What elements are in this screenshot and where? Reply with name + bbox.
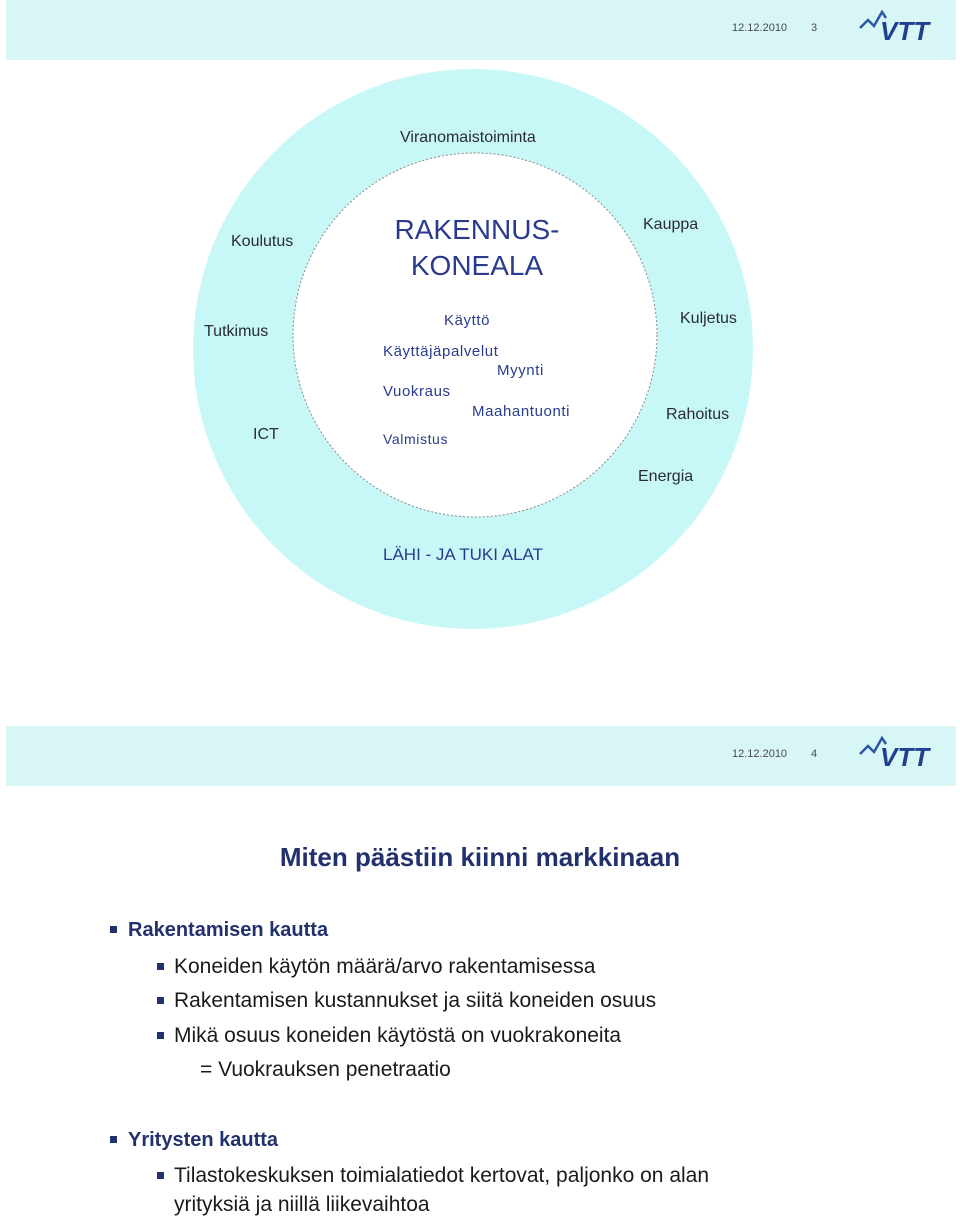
diagram-title-line2: KONEALA	[410, 250, 544, 281]
label-kuljetus: Kuljetus	[680, 310, 737, 327]
list-item-text: Mikä osuus koneiden käytöstä on vuokrakoneita	[174, 1024, 622, 1047]
slide-date: 12.12.2010	[732, 22, 788, 34]
label-kauppa: Kauppa	[643, 216, 699, 233]
slide-title: Miten päästiin kiinni markkinaan	[279, 842, 681, 872]
slide-date: 12.12.2010	[732, 748, 788, 760]
bullet-square-icon	[157, 963, 164, 970]
label-tutkimus: Tutkimus	[204, 323, 269, 340]
vtt-logo	[858, 732, 950, 772]
list-item-text: Rakentamisen kustannukset ja siitä koneiden osuus	[174, 989, 657, 1012]
label-valmistus: Valmistus	[383, 431, 449, 447]
penetration-note: = Vuokrauksen penetraatio	[200, 1058, 451, 1081]
list-item-continuation: yrityksiä ja niillä liikevaihtoa	[174, 1193, 430, 1216]
slide-number: 3	[811, 22, 818, 34]
label-maahantuonti: Maahantuonti	[472, 403, 571, 420]
label-koulutus: Koulutus	[231, 233, 294, 250]
vtt-logo-text: VTT	[880, 16, 930, 46]
bullet-square-icon	[157, 1172, 164, 1179]
inner-circle	[293, 153, 657, 517]
slide-number: 4	[811, 748, 818, 760]
bullet-square-icon	[157, 997, 164, 1004]
diagram-title-line1: RAKENNUS-	[394, 214, 560, 245]
label-kaytto: Käyttö	[444, 312, 491, 329]
label-myynti: Myynti	[497, 362, 544, 379]
label-vuokraus: Vuokraus	[383, 383, 451, 400]
vtt-logo-text: VTT	[880, 742, 930, 772]
label-lahi-ja-tuki-alat: LÄHI - JA TUKI ALAT	[383, 545, 543, 564]
label-kayttajapalvelut: Käyttäjäpalvelut	[383, 343, 499, 360]
list-item-text: Tilastokeskuksen toimialatiedot kertovat, paljonko on alan	[174, 1164, 710, 1187]
list-item-text: Koneiden käytön määrä/arvo rakentamisessa	[174, 955, 596, 978]
section-heading-text: Yritysten kautta	[128, 1129, 279, 1151]
label-rahoitus: Rahoitus	[666, 406, 730, 423]
diagram-title	[372, 212, 582, 284]
label-ict: ICT	[253, 426, 279, 443]
label-energia: Energia	[638, 468, 694, 485]
slide-4	[0, 724, 960, 1218]
bullet-square-icon	[157, 1032, 164, 1039]
header-bar	[6, 726, 956, 786]
bullet-square-icon	[110, 926, 117, 933]
bullet-square-icon	[110, 1136, 117, 1143]
label-viranomaistoiminta: Viranomaistoiminta	[400, 129, 536, 146]
section-heading-text: Rakentamisen kautta	[128, 919, 329, 941]
